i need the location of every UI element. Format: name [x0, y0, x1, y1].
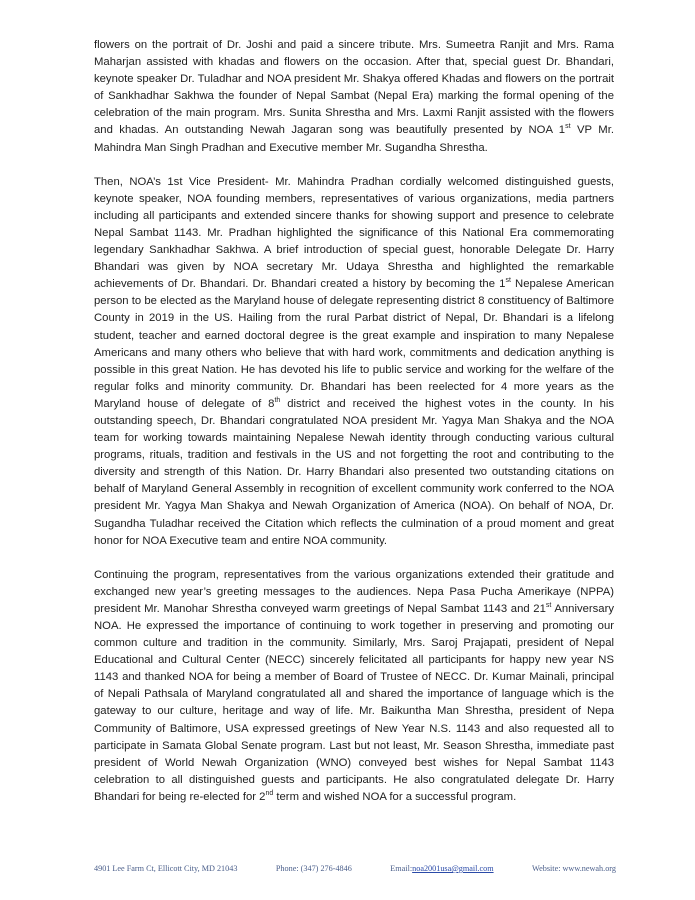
- footer-address: 4901 Lee Farm Ct, Ellicott City, MD 21043: [94, 864, 238, 873]
- paragraph-text: Nepalese American person to be elected as the Maryland house of delegate representing district 8 constituency of Baltimore County in 2019 in the US. Hailing from the rural Parbat district of Nepal, Dr. Bhandari is a lifelong student, teacher and earned doctoral degree is the great example and inspiration to many Nepalese Americans and many others who believe that with hard work, commitments and dedication anything is possible in this great Nation. He has devoted his life to public service and working for the welfare of the regular folks and minority community. Dr. Bhandari has been reelected for 4 more years as the Maryland house of delegate of 8: [94, 278, 614, 410]
- ordinal-superscript: nd: [265, 790, 274, 798]
- paragraph-text: Anniversary NOA. He expressed the importance of continuing to work together in preserving and promoting our common culture and tradition in the community. Similarly, Mrs. Saroj Prajapati, president of Nepal Educational and Cultural Center (NECC) sincerely felicitated all participants for happy new year NS 1143 and thanked NOA for being a member of Board of Trustee of NECC. Dr. Kumar Mainali, principal of Nepali Pathsala of Maryland congratulated all and shared the importance of language which is the gateway to our culture, heritage and way of life. Mr. Baikuntha Man Shrestha, president of Nepa Community of Baltimore, USA expressed greetings of New Year N.S. 1143 and also requested all to participate in Samata Global Senate program. Last but not least, Mr. Season Shrestha, immediate past president of World Newah Organization (WNO) conveyed best wishes for Nepal Sambat 1143 celebration to all distinguished guests and participants. He also congratulated delegate Dr. Harry Bhandari for being re-elected for 2: [94, 602, 614, 803]
- ordinal-superscript: st: [545, 602, 552, 610]
- footer-email-block: [390, 864, 493, 873]
- paragraph-text: Then, NOA’s 1st Vice President- Mr. Mahindra Pradhan cordially welcomed distinguished guests, keynote speaker, NOA founding members, representatives of various organizations, media partners including all participants and extended sincere thanks for showing support and presence to celebrate Nepal Sambat 1143. Mr. Pradhan highlighted the significance of this National Era commemorating legendary Sankhadhar Sakhwa. A brief introduction of special guest, honorable Delegate Dr. Harry Bhandari was given by NOA secretary Mr. Udaya Shrestha and highlighted the remarkable achievements of Dr. Bhandari. Dr. Bhandari created a history by becoming the 1: [94, 175, 614, 291]
- paragraph-3: [94, 567, 614, 806]
- paragraph-text: VP Mr. Mahindra Man Singh Pradhan and Executive member Mr. Sugandha Shrestha.: [94, 124, 614, 154]
- ordinal-superscript: st: [505, 277, 511, 285]
- paragraph-2: [94, 174, 614, 550]
- paragraph-text: district and received the highest votes in the county. In his outstanding speech, Dr. Bhandari congratulated NOA president Mr. Yagya Man Shakya and the NOA team for working towards maintaining Nepalese Newah identity through conducting various cultural programs, rituals, tradition and festivals in the US and not forgetting the root and contributing to the diversity and strength of this Nation. Dr. Harry Bhandari also presented two outstanding citations on behalf of Maryland General Assembly in recognition of excellent community work conferred to the NOA president Mr. Yagya Man Shakya and Newah Organization of America (NOA). On behalf of NOA, Dr. Sugandha Tuladhar received the Citation which reflects the culmination of a proud moment and great honor for NOA Executive team and entire NOA community.: [94, 397, 615, 547]
- paragraph-1: [94, 37, 614, 157]
- paragraph-text: flowers on the portrait of Dr. Joshi and paid a sincere tribute. Mrs. Sumeetra Ranjit and Mrs. Rama Maharjan assisted with khadas and flowers on the occasion. After that, special guest Dr. Bhandari, keynote speaker Dr. Tuladhar and NOA president Mr. Shakya offered Khadas and flowers on the portrait of Sankhadhar Sakhwa the founder of Nepal Sambat (Nepal Era) marking the formal opening of the celebration of the main program. Mrs. Sunita Shrestha and Mrs. Laxmi Ranjit assisted with the flowers and khadas. An outstanding Newah Jagaran song was beautifully presented by NOA 1: [94, 39, 614, 137]
- paragraph-text: Continuing the program, representatives from the various organizations extended their gratitude and exchanged new year’s greeting messages to the audiences. Nepa Pasa Pucha Amerikaye (NPPA) president Mr. Manohar Shrestha conveyed warm greetings of Nepal Sambat 1143 and 21: [94, 568, 614, 615]
- footer-email-link[interactable]: noa2001usa@gmail.com: [412, 864, 494, 873]
- footer-email-label: Email:: [390, 864, 413, 873]
- ordinal-superscript: th: [274, 397, 281, 405]
- footer-phone: Phone: (347) 276-4846: [275, 864, 352, 873]
- footer-website[interactable]: Website: www.newah.org: [532, 864, 616, 873]
- document-body: [94, 37, 614, 823]
- paragraph-text: term and wished NOA for a successful program.: [273, 790, 517, 803]
- ordinal-superscript: st: [565, 123, 571, 131]
- letterhead-footer: [94, 864, 616, 873]
